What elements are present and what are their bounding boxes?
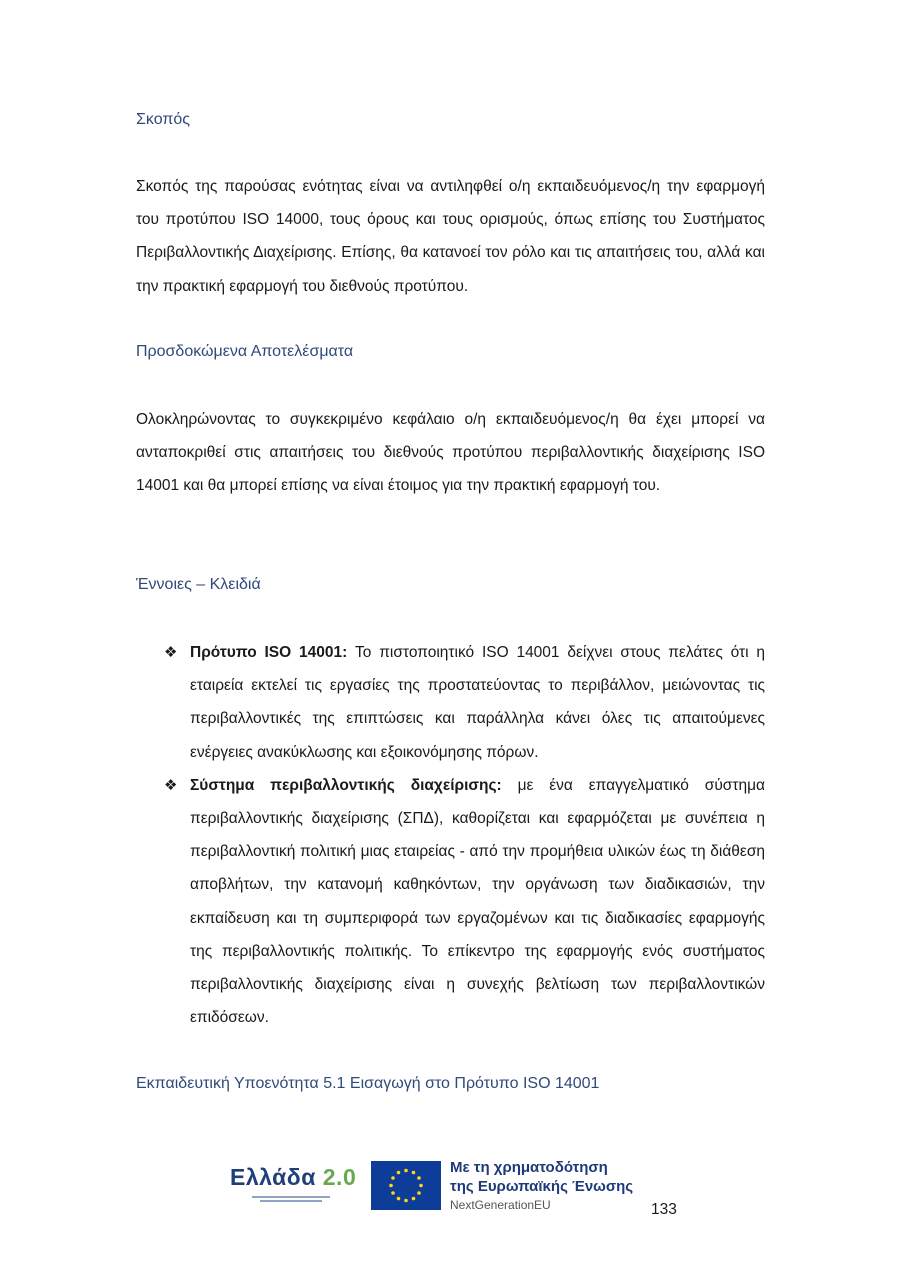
subunit-heading: Εκπαιδευτική Υποενότητα 5.1 Εισαγωγή στο Πρότυπο ISO 14001 xyxy=(136,1075,600,1092)
eu-line-2: της Ευρωπαϊκής Ένωσης xyxy=(450,1178,634,1195)
eu-star xyxy=(389,1184,393,1188)
greece-logo-main: Ελλάδα xyxy=(230,1164,316,1190)
list-item xyxy=(136,769,765,1035)
eu-funding-text xyxy=(450,1158,633,1213)
eu-star xyxy=(412,1197,416,1201)
eu-star xyxy=(397,1197,401,1201)
eu-star xyxy=(417,1191,421,1195)
outcomes-heading: Προσδοκώμενα Αποτελέσματα xyxy=(136,343,354,360)
outcomes-paragraph: Ολοκληρώνοντας το συγκεκριμένο κεφάλαιο ο/η εκπαιδευόμενος/η θα έχει μπορεί να ανταποκριθεί στις απαιτήσεις του διεθνούς προτύπου περιβαλλοντικής διαχείρισης ISO 14001 και θα μπορεί επίσης να είναι έτοιμος για την πρακτική εφαρμογή του. xyxy=(136,411,765,495)
purpose-heading: Σκοπός xyxy=(136,111,191,128)
eu-star xyxy=(412,1171,416,1175)
logo-subtitle-lines xyxy=(252,1194,330,1202)
eu-star xyxy=(419,1184,423,1188)
concept-term: Πρότυπο ISO 14001: xyxy=(190,644,348,661)
greece-logo-version: 2.0 xyxy=(322,1164,357,1190)
concept-text: με ένα επαγγελματικό σύστημα περιβαλλοντικής διαχείρισης (ΣΠΔ), καθορίζεται και εφαρμόζεται με συνέπεια η περιβαλλοντική πολιτική μιας εταιρείας - από την προμήθεια υλικών έως τη διάθεση αποβλήτων, την κατανομή καθηκόντων, την οργάνωση των διαδικασιών, την εκπαίδευση και τη συμπεριφορά των εργαζομένων και τις διαδικασίες εφαρμογής της περιβαλλοντικής πολιτικής. Το επίκεντρο της εφαρμογής ενός συστήματος περιβαλλοντικής διαχείρισης είναι η συνεχής βελτίωση των περιβαλλοντικών επιδόσεων. xyxy=(190,776,765,1027)
page-footer xyxy=(0,1150,900,1230)
page-number: 133 xyxy=(651,1201,677,1218)
eu-star xyxy=(391,1191,395,1195)
eu-line-3: NextGenerationEU xyxy=(450,1198,551,1212)
diamond-bullet-icon: ❖ xyxy=(164,776,178,794)
purpose-paragraph: Σκοπός της παρούσας ενότητας είναι να αντιληφθεί ο/η εκπαιδευόμενος/η την εφαρμογή του προτύπου ISO 14000, τους όρους και τους ορισμούς, όπως επίσης του Συστήματος Περιβαλλοντικής Διαχείρισης. Επίσης, θα κατανοεί τον ρόλο και τις απαιτήσεις του, αλλά και την πρακτική εφαρμογή του διεθνούς προτύπου. xyxy=(136,178,765,295)
concept-text: Το πιστοποιητικό ISO 14001 δείχνει στους πελάτες ότι η εταιρεία εκτελεί τις εργασίες της προστατεύοντας το περιβάλλον, μειώνοντας τις περιβαλλοντικές της επιπτώσεις και παράλληλα κάνει όλες τις απαιτούμενες ενέργειες ανακύκλωσης και εξοικονόμησης πόρων. xyxy=(190,644,765,761)
concept-term: Σύστημα περιβαλλοντικής διαχείρισης: xyxy=(190,776,502,794)
eu-star xyxy=(417,1176,421,1180)
diamond-bullet-icon: ❖ xyxy=(164,644,178,661)
list-item xyxy=(136,636,765,769)
eu-line-1: Με τη χρηματοδότηση xyxy=(450,1159,608,1176)
eu-star xyxy=(404,1199,408,1203)
eu-flag-icon xyxy=(371,1161,441,1210)
key-concepts-heading: Έννοιες – Κλειδιά xyxy=(136,576,261,593)
key-concepts-list xyxy=(136,636,765,1034)
greece-2-0-logo xyxy=(230,1158,357,1206)
eu-star xyxy=(397,1171,401,1175)
eu-star xyxy=(404,1169,408,1173)
eu-star xyxy=(391,1176,395,1180)
